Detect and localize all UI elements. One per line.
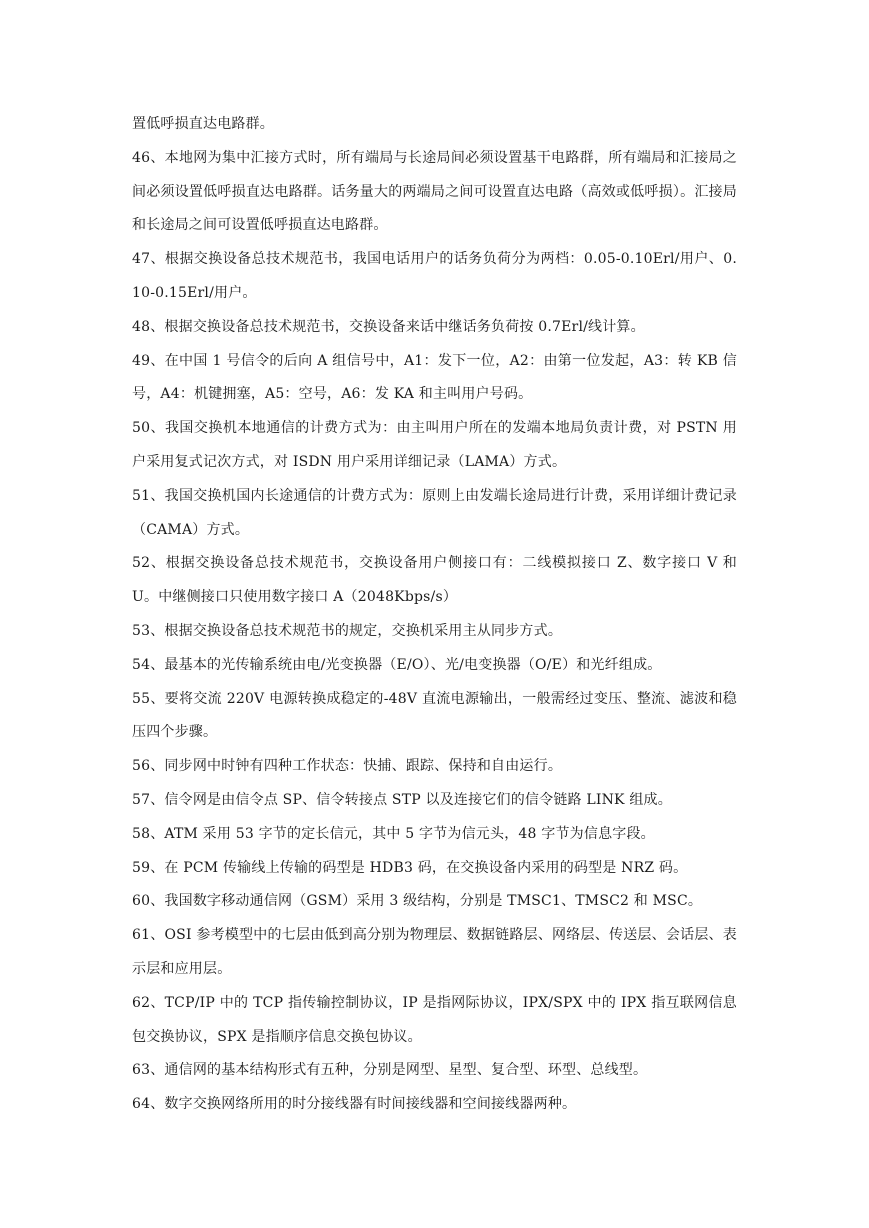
paragraph-item-63: 63、通信网的基本结构形式有五种，分别是网型、星型、复合型、环型、总线型。 <box>132 1062 648 1079</box>
paragraph-item-57: 57、信令网是由信令点 SP、信令转接点 STP 以及连接它们的信令链路 LINK 组成。 <box>132 791 672 808</box>
paragraph-continuation: 置低呼损直达电路群。 <box>132 116 274 132</box>
paragraph-item-64: 64、数字交换网络所用的时分接线器有时间接线器和空间接线器两种。 <box>132 1096 577 1113</box>
paragraph-item-56: 56、同步网中时钟有四种工作状态：快捕、跟踪、保持和自由运行。 <box>132 758 563 775</box>
paragraph-item-61: 61、OSI 参考模型中的七层由低到高分别为物理层、数据链路层、网络层、传送层、会话层、表示层和应用层。 <box>132 927 737 977</box>
paragraph-item-51: 51、我国交换机国内长途通信的计费方式为：原则上由发端长途局进行计费，采用详细计费记录（CAMA）方式。 <box>132 487 737 538</box>
paragraph-item-48: 48、根据交换设备总技术规范书，交换设备来话中继话务负荷按 0.7Erl/线计算。 <box>132 318 645 335</box>
paragraph-item-62: 62、TCP/IP 中的 TCP 指传输控制协议，IP 是指网际协议，IPX/SPX 中的 IPX 指互联网信息包交换协议，SPX 是指顺序信息交换包协议。 <box>132 994 737 1045</box>
paragraph-item-55: 55、要将交流 220V 电源转换成稳定的-48V 直流电源输出，一般需经过变压、整流、滤波和稳压四个步骤。 <box>132 690 737 741</box>
document-body <box>132 108 737 1122</box>
paragraph-item-49: 49、在中国 1 号信令的后向 A 组信号中，A1：发下一位，A2：由第一位发起，A3：转 KB 信号，A4：机键拥塞，A5：空号，A6：发 KA 和主叫用户号码。 <box>132 352 737 403</box>
paragraph-item-58: 58、ATM 采用 53 字节的定长信元，其中 5 字节为信元头，48 字节为信息字段。 <box>132 825 655 842</box>
paragraph-item-46: 46、本地网为集中汇接方式时，所有端局与长途局间必须设置基干电路群，所有端局和汇接局之间必须设置低呼损直达电路群。话务量大的两端局之间可设置直达电路（高效或低呼损）。汇接局和长途局之间可设置低呼损直达电路群。 <box>132 149 737 234</box>
paragraph-item-54: 54、最基本的光传输系统由电/光变换器（E/O）、光/电变换器（O/E）和光纤组成。 <box>132 656 662 673</box>
paragraph-item-60: 60、我国数字移动通信网（GSM）采用 3 级结构，分别是 TMSC1、TMSC2 和 MSC。 <box>132 893 703 910</box>
paragraph-item-53: 53、根据交换设备总技术规范书的规定，交换机采用主从同步方式。 <box>132 622 563 639</box>
paragraph-item-59: 59、在 PCM 传输线上传输的码型是 HDB3 码，在交换设备内采用的码型是 NRZ 码。 <box>132 859 688 876</box>
paragraph-item-47: 47、根据交换设备总技术规范书，我国电话用户的话务负荷分为两档：0.05-0.10Erl/用户、0.10-0.15Erl/用户。 <box>132 251 737 301</box>
paragraph-item-50: 50、我国交换机本地通信的计费方式为：由主叫用户所在的发端本地局负责计费，对 PSTN 用户采用复式记次方式，对 ISDN 用户采用详细记录（LAMA）方式。 <box>132 420 737 470</box>
paragraph-item-52: 52、根据交换设备总技术规范书，交换设备用户侧接口有：二线模拟接口 Z、数字接口 V 和 U。中继侧接口只使用数字接口 A（2048Kbps/s） <box>132 555 737 606</box>
